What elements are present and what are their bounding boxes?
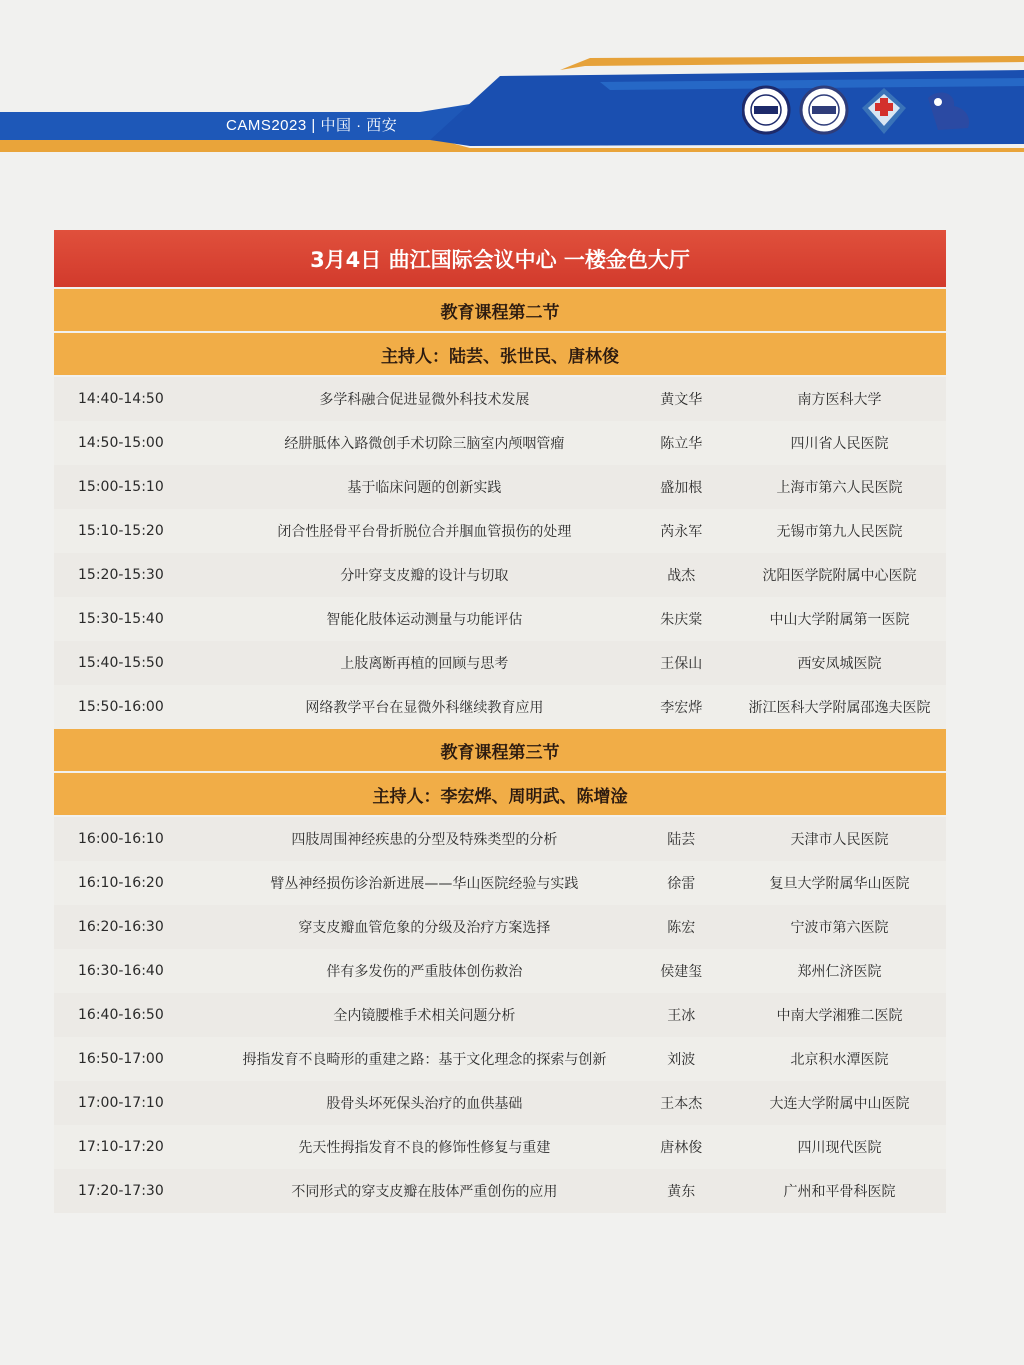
speaker-cell: 盛加根 [660, 480, 703, 496]
header-banner [0, 0, 1024, 160]
speaker-cell: 王冰 [667, 1008, 696, 1024]
time-cell: 17:20-17:30 [78, 1183, 164, 1199]
institution-cell: 南方医科大学 [797, 392, 882, 408]
section-hosts: 主持人：陆芸、张世民、唐林俊 [54, 333, 946, 377]
time-cell: 16:00-16:10 [78, 831, 164, 847]
time-cell: 16:50-17:00 [78, 1051, 164, 1067]
table-row [54, 641, 946, 685]
section-title: 教育课程第二节 [54, 289, 946, 333]
table-row [54, 905, 946, 949]
time-cell: 14:50-15:00 [78, 435, 164, 451]
institution-cell: 四川现代医院 [797, 1140, 882, 1156]
session-title-bar: 3月4日 曲江国际会议中心 一楼金色大厅 [54, 230, 946, 289]
table-row [54, 509, 946, 553]
speaker-cell: 朱庆棠 [660, 612, 703, 628]
table-row [54, 685, 946, 729]
speaker-cell: 黄东 [667, 1184, 696, 1200]
institution-cell: 西安凤城医院 [797, 656, 882, 672]
schedule-table [54, 230, 946, 1213]
topic-cell: 臂丛神经损伤诊治新进展——华山医院经验与实践 [270, 876, 579, 892]
topic-cell: 全内镜腰椎手术相关问题分析 [333, 1008, 516, 1024]
topic-cell: 四肢周围神经疾患的分型及特殊类型的分析 [291, 832, 558, 848]
table-row [54, 1037, 946, 1081]
table-row [54, 1081, 946, 1125]
section-rows-3 [54, 817, 946, 1213]
topic-cell: 基于临床问题的创新实践 [347, 480, 502, 496]
section-title: 教育课程第三节 [54, 729, 946, 773]
table-row [54, 553, 946, 597]
institution-cell: 上海市第六人民医院 [776, 480, 903, 496]
topic-cell: 上肢离断再植的回顾与思考 [340, 656, 509, 672]
section-hosts: 主持人：李宏烨、周明武、陈增淦 [54, 773, 946, 817]
speaker-cell: 王本杰 [660, 1096, 703, 1112]
topic-cell: 经肼胝体入路微创手术切除三脑室内颅咽管瘤 [284, 436, 565, 452]
topic-cell: 智能化肢体运动测量与功能评估 [326, 612, 523, 628]
time-cell: 16:40-16:50 [78, 1007, 164, 1023]
conference-label: CAMS2023 | 中国 · 西安 [226, 117, 398, 134]
speaker-cell: 黄文华 [660, 392, 703, 408]
institution-cell: 四川省人民医院 [790, 436, 889, 452]
red-cross-logo-icon [862, 88, 906, 134]
table-row [54, 817, 946, 861]
time-cell: 15:10-15:20 [78, 523, 164, 539]
topic-cell: 不同形式的穿支皮瓣在肢体严重创伤的应用 [291, 1184, 558, 1200]
topic-cell: 分叶穿支皮瓣的设计与切取 [340, 568, 509, 584]
table-row [54, 377, 946, 421]
speaker-cell: 李宏烨 [660, 700, 703, 716]
topic-cell: 股骨头坏死保头治疗的血供基础 [326, 1096, 523, 1112]
time-cell: 15:30-15:40 [78, 611, 164, 627]
speaker-cell: 唐林俊 [660, 1140, 703, 1156]
topic-cell: 网络教学平台在显微外科继续教育应用 [305, 700, 544, 716]
institution-cell: 复旦大学附属华山医院 [769, 876, 910, 892]
time-cell: 16:30-16:40 [78, 963, 164, 979]
time-cell: 16:20-16:30 [78, 919, 164, 935]
conference-logo-icon [928, 92, 969, 130]
institution-cell: 广州和平骨科医院 [783, 1184, 896, 1200]
topic-cell: 闭合性胫骨平台骨折脱位合并腘血管损伤的处理 [277, 524, 572, 540]
institution-cell: 北京积水潭医院 [790, 1052, 889, 1068]
topic-cell: 穿支皮瓣血管危象的分级及治疗方案选择 [298, 920, 551, 936]
institution-cell: 中山大学附属第一医院 [769, 612, 910, 628]
institution-cell: 沈阳医学院附属中心医院 [762, 568, 917, 584]
sponsor-logos [742, 84, 982, 140]
speaker-cell: 王保山 [660, 656, 703, 672]
table-row [54, 465, 946, 509]
section-rows-2 [54, 377, 946, 729]
time-cell: 17:10-17:20 [78, 1139, 164, 1155]
table-row [54, 993, 946, 1037]
table-row [54, 421, 946, 465]
table-row [54, 861, 946, 905]
speaker-cell: 刘波 [667, 1052, 696, 1068]
institution-cell: 浙江医科大学附属邵逸夫医院 [748, 700, 931, 716]
time-cell: 15:40-15:50 [78, 655, 164, 671]
table-row [54, 1169, 946, 1213]
speaker-cell: 徐雷 [667, 876, 696, 892]
time-cell: 15:00-15:10 [78, 479, 164, 495]
institution-cell: 无锡市第九人民医院 [776, 524, 903, 540]
time-cell: 15:20-15:30 [78, 567, 164, 583]
time-cell: 15:50-16:00 [78, 699, 164, 715]
speaker-cell: 陆芸 [667, 832, 696, 848]
table-row [54, 949, 946, 993]
time-cell: 14:40-14:50 [78, 391, 164, 407]
topic-cell: 多学科融合促进显微外科技术发展 [319, 392, 530, 408]
institution-cell: 郑州仁济医院 [797, 964, 882, 980]
institution-cell: 天津市人民医院 [790, 832, 889, 848]
institution-cell: 中南大学湘雅二医院 [776, 1008, 903, 1024]
time-cell: 17:00-17:10 [78, 1095, 164, 1111]
speaker-cell: 战杰 [667, 568, 696, 584]
speaker-cell: 陈宏 [667, 920, 696, 936]
table-row [54, 1125, 946, 1169]
speaker-cell: 陈立华 [660, 436, 703, 452]
cmda-logo-icon [743, 87, 789, 133]
speaker-cell: 芮永军 [660, 524, 703, 540]
institution-cell: 大连大学附属中山医院 [769, 1096, 910, 1112]
table-row [54, 597, 946, 641]
topic-cell: 伴有多发伤的严重肢体创伤救治 [326, 964, 523, 980]
speaker-cell: 侯建玺 [660, 964, 703, 980]
topic-cell: 先天性拇指发育不良的修饰性修复与重建 [298, 1140, 551, 1156]
topic-cell: 拇指发育不良畸形的重建之路：基于文化理念的探索与创新 [242, 1052, 607, 1068]
institution-cell: 宁波市第六医院 [790, 920, 889, 936]
time-cell: 16:10-16:20 [78, 875, 164, 891]
cams-logo-icon [801, 87, 847, 133]
